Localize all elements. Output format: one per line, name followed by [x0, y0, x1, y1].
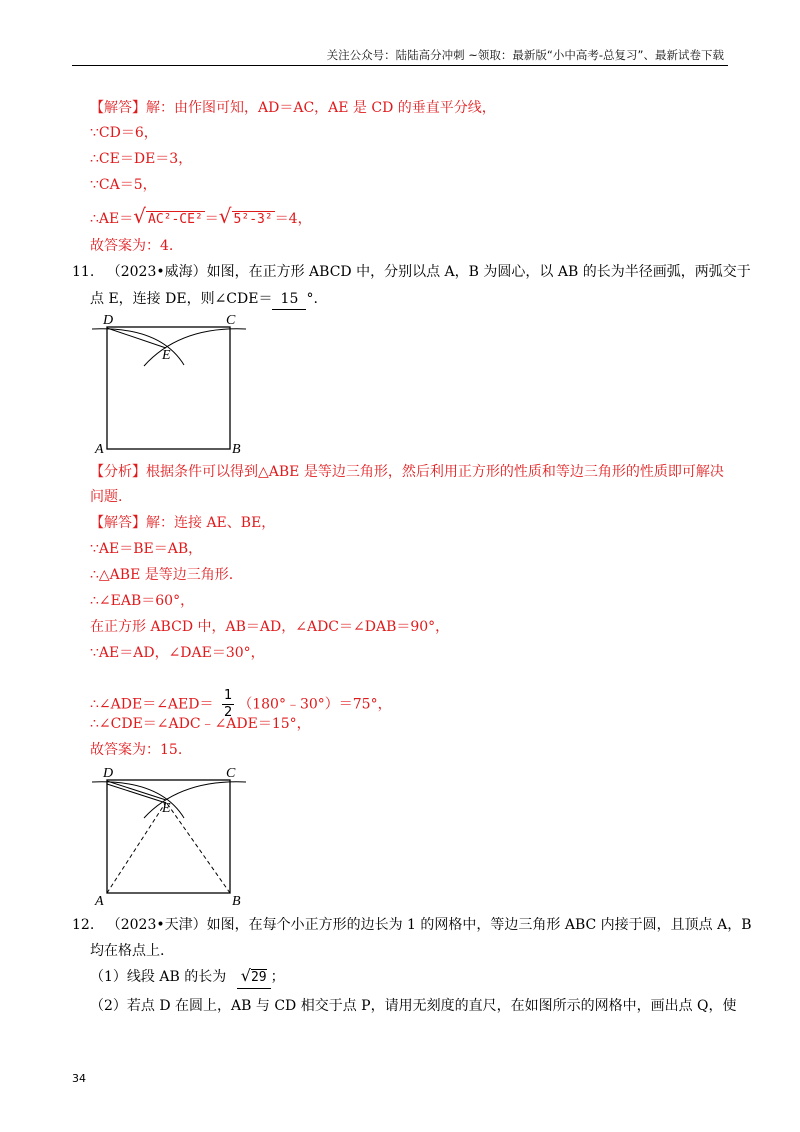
vertex-label-c: C [226, 766, 236, 781]
question-number: 11. [72, 264, 95, 280]
radical-5-3: 5²-3² [233, 212, 273, 227]
vertex-label-d: D [103, 313, 114, 328]
vertex-label-b: B [232, 442, 241, 457]
q10-answer-line: 故答案为：4. [90, 238, 174, 254]
q11-solution-line-2: ∵AE＝BE＝AB， [90, 541, 203, 557]
q10-solution-line-1: 【解答】解：由作图可知，AD＝AC，AE 是 CD 的垂直平分线， [90, 100, 496, 116]
q12-part-2: （2）若点 D 在圆上，AB 与 CD 相交于点 P，请用无刻度的直尺，在如图所示的网格中，画出点 Q，使 [90, 998, 737, 1014]
question-number: 12. [72, 917, 95, 933]
q11-analysis-line-2: 问题. [90, 489, 123, 505]
q10-solution-line-5: ∴AE＝√ AC²-CE² ＝√ 5²-3² ＝4， [90, 204, 312, 228]
q11-solution-line-5: 在正方形 ABCD 中，AB＝AD，∠ADC＝∠DAB＝90°， [90, 619, 450, 635]
vertex-label-a: A [95, 442, 104, 457]
q12-part-1: （1）线段 AB 的长为 √29 ； [90, 966, 285, 989]
solution-tag: 【解答】 [90, 515, 146, 531]
radical-ac-ce: AC²-CE² [148, 212, 203, 227]
vertex-label-e: E [162, 348, 171, 363]
q10-solution-line-4: ∵CA＝5， [90, 177, 157, 193]
vertex-label-d: D [103, 766, 114, 781]
q11-analysis-line-1: 【分析】根据条件可以得到△ABE 是等边三角形，然后利用正方形的性质和等边三角形的性质即可解决 [90, 464, 724, 480]
solution-tag: 【解答】 [90, 100, 146, 116]
q11-stem-line-2: 点 E，连接 DE，则∠CDE＝ 15 °. [90, 289, 318, 310]
vertex-label-b: B [232, 894, 241, 909]
vertex-label-c: C [226, 313, 236, 328]
answer-blank: √29 [237, 966, 271, 989]
q11-solution-line-6: ∵AE＝AD，∠DAE＝30°， [90, 645, 265, 661]
q11-solution-line-8: ∴∠CDE＝∠ADC﹣∠ADE＝15°， [90, 716, 311, 732]
q11-solution-line-7: ∴∠ADE＝∠AED＝ $\frac{1}{2}$ （180°﹣30°）＝75°， [90, 688, 392, 720]
q12-stem-line-2: 均在格点上. [90, 943, 165, 959]
answer-blank: 15 [272, 289, 306, 310]
q12-stem-line-1: 12. （2023•天津）如图，在每个小正方形的边长为 1 的网格中，等边三角形 ABC 内接于圆，且顶点 A，B [72, 917, 752, 933]
q11-solution-line-3: ∴△ABE 是等边三角形. [90, 567, 234, 583]
vertex-label-e: E [162, 801, 171, 816]
fraction-one-half: $\frac{1}{2}$ [223, 688, 233, 720]
q10-solution-line-2: ∵CD＝6， [90, 125, 158, 141]
q11-stem-line-1: 11. （2023•威海）如图，在正方形 ABCD 中，分别以点 A，B 为圆心，以 AB 的长为半径画弧，两弧交于 [72, 264, 751, 280]
q11-solution-line-4: ∴∠EAB＝60°， [90, 593, 195, 609]
page-header: 关注公众号：陆陆高分冲刺 ~领取：最新版“小中高考-总复习”、最新试卷下载 [326, 48, 724, 62]
q11-solution-line-1: 【解答】解：连接 AE、BE， [90, 515, 276, 531]
vertex-label-a: A [95, 894, 104, 909]
page-number: 34 [72, 1072, 86, 1085]
q10-solution-line-3: ∴CE＝DE＝3， [90, 151, 193, 167]
q11-answer-line: 故答案为：15. [90, 742, 183, 758]
